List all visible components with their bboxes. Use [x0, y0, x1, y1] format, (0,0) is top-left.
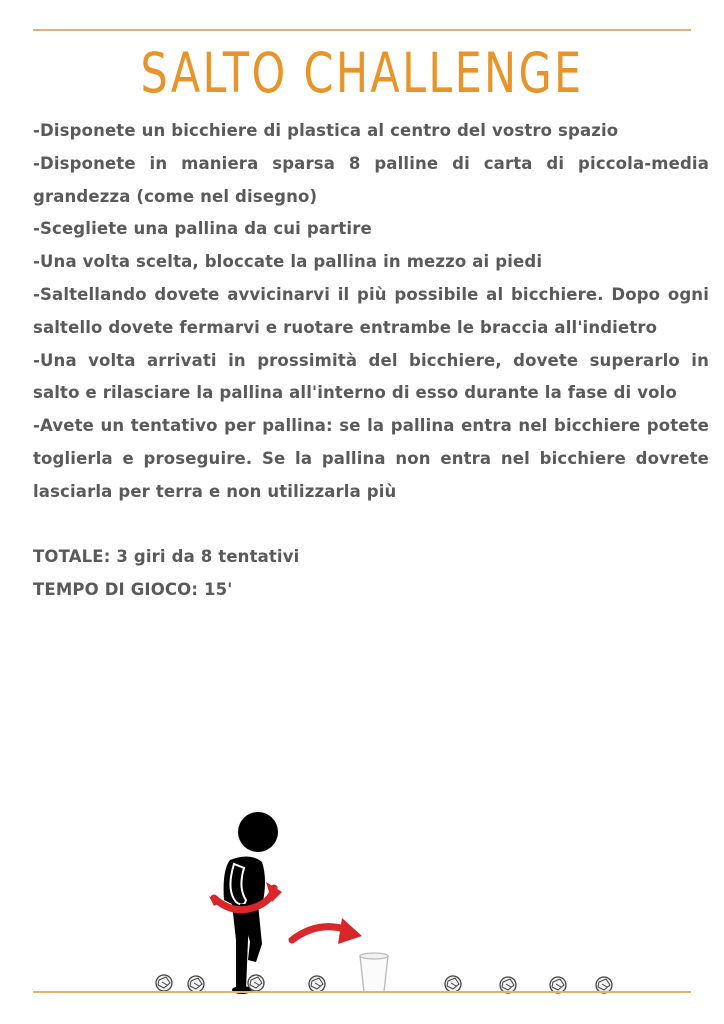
jump-arrow-icon	[292, 918, 362, 944]
paper-ball-icon	[445, 976, 461, 992]
instruction-6: -Una volta arrivati in prossimità del bicchiere, dovete superarlo in salto e rilasciare la pallina all'interno di esso durante la fase di volo	[33, 350, 709, 403]
spacer	[33, 509, 709, 542]
paper-ball-icon	[248, 975, 264, 991]
top-divider	[33, 29, 691, 31]
page-title: SALTO CHALLENGE	[140, 41, 584, 105]
instruction-5: -Saltellando dovete avvicinarvi il più possibile al bicchiere. Dopo ogni saltello dovete fermarvi e ruotare entrambe le braccia all'indietro	[33, 284, 709, 337]
person-jumping-icon	[224, 812, 278, 994]
instruction-3: -Scegliete una pallina da cui partire	[33, 219, 372, 239]
plastic-cup-icon	[360, 953, 388, 992]
instruction-2: -Disponete in maniera sparsa 8 palline di carta di piccola-media grandezza (come nel disegno)	[33, 153, 709, 206]
instruction-1: -Disponete un bicchiere di plastica al centro del vostro spazio	[33, 121, 619, 140]
instruction-7: -Avete un tentativo per pallina: se la pallina entra nel bicchiere potete toglierla e proseguire. Se la pallina non entra nel bicchiere dovrete lasciarla per terra e non utilizzarla più	[33, 416, 709, 501]
bottom-divider	[33, 991, 691, 993]
tempo-line: TEMPO DI GIOCO: 15'	[33, 580, 233, 600]
instructions-block	[33, 115, 709, 607]
instruction-4: -Una volta scelta, bloccate la pallina in mezzo ai piedi	[33, 252, 543, 272]
paper-ball-icon	[309, 976, 325, 992]
totale-line: TOTALE: 3 giri da 8 tentativi	[33, 547, 300, 567]
paper-ball-icon	[156, 975, 172, 991]
paper-ball-icon	[188, 976, 204, 992]
game-illustration	[0, 800, 724, 1000]
